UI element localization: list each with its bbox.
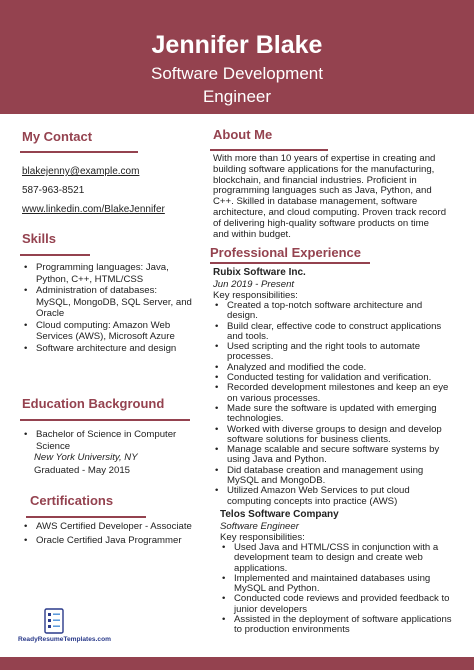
responsibility-item: • Manage scalable and secure software systems by using Java and Python. (213, 445, 453, 466)
left-column (0, 114, 198, 656)
responsibility-item: • Implemented and maintained databases using MySQL and Python. (220, 574, 454, 595)
phone-number: 587-963-8521 (22, 185, 85, 196)
job-period: Jun 2019 - Present (213, 279, 295, 290)
certification-item: • Oracle Certified Java Programmer (22, 534, 202, 548)
resume-header (0, 0, 474, 114)
job-title: Software Engineer (220, 521, 299, 532)
experience-heading: Professional Experience (210, 245, 362, 260)
education-details (22, 429, 194, 477)
responsibility-item: • Conducted code reviews and provided feedback to junior developers (220, 594, 454, 615)
candidate-role (0, 62, 474, 108)
skill-item: • Programming languages: Java, Python, C++, HTML/CSS (22, 262, 194, 285)
contact-details (22, 162, 165, 219)
linkedin-link[interactable]: www.linkedin.com/BlakeJennifer (22, 204, 165, 215)
certifications-list (22, 520, 202, 547)
role-line-1: Software Development (151, 64, 323, 83)
responsibility-item: • Worked with diverse groups to design and develop software solutions for business clients. (213, 425, 453, 446)
footer-bar (0, 657, 474, 670)
responsibility-item: • Assisted in the deployment of software applications to production environments (220, 615, 454, 636)
job-entry (213, 267, 453, 507)
site-logo[interactable] (18, 608, 138, 648)
skills-divider (20, 254, 90, 256)
responsibility-item: • Recorded development milestones and keep an eye on various processes. (213, 383, 453, 404)
responsibility-item: • Used scripting and the right tools to automate processes. (213, 342, 453, 363)
skill-item: • Cloud computing: Amazon Web Services (AWS), Microsoft Azure (22, 320, 194, 343)
role-line-2: Engineer (202, 87, 272, 106)
responsibility-item: • Made sure the software is updated with emerging technologies. (213, 404, 453, 425)
education-heading: Education Background (22, 396, 165, 411)
skill-item: • Administration of databases: MySQL, MongoDB, SQL Server, and Oracle (22, 285, 194, 320)
degree: • Bachelor of Science in Computer Science (22, 429, 194, 452)
responsibilities-list (213, 301, 453, 507)
contact-heading: My Contact (22, 129, 93, 144)
about-heading: About Me (213, 127, 273, 142)
logo-text: ReadyResumeTemplates.com (18, 636, 111, 643)
responsibilities-list (220, 543, 454, 636)
experience-divider (210, 262, 370, 264)
responsibility-item: • Created a top-notch software architecture and design. (213, 301, 453, 322)
email-link[interactable]: blakejenny@example.com (22, 166, 140, 177)
about-divider (210, 149, 328, 151)
graduation-date: Graduated - May 2015 (34, 464, 130, 476)
contact-divider (20, 151, 138, 153)
certifications-divider (26, 516, 146, 518)
responsibility-item: • Build clear, effective code to construct applications and tools. (213, 322, 453, 343)
responsibility-item: • Did database creation and management using MySQL and MongoDB. (213, 466, 453, 487)
skills-heading: Skills (22, 231, 56, 246)
responsibilities-label: Key responsibilities: (213, 290, 298, 301)
certification-item: • AWS Certified Developer - Associate (22, 520, 202, 534)
candidate-name: Jennifer Blake (151, 31, 323, 59)
certifications-heading: Certifications (30, 493, 114, 508)
company-name: Telos Software Company (220, 509, 339, 520)
school: New York University, NY (34, 452, 138, 463)
skills-list (22, 262, 194, 354)
responsibility-item: • Used Java and HTML/CSS in conjunction with a development team to design and create web applications. (220, 543, 454, 574)
skill-item: • Software architecture and design (22, 343, 194, 355)
company-name: Rubix Software Inc. (213, 267, 306, 278)
responsibility-item: • Analyzed and modified the code. (213, 363, 453, 373)
responsibilities-label: Key responsibilities: (220, 532, 305, 543)
resume-document-icon (44, 608, 64, 634)
about-text: With more than 10 years of expertise in creating and building software applications for the manufacturing, blockchain, and financial industries. Proficient in programming languages such as Java, Python, and C++. Skilled in database management, software architecture, and cloud computing. Proven track record of delivering high-quality software products on time and within budget. (213, 153, 447, 240)
responsibility-item: • Utilized Amazon Web Services to put cloud computing concepts into practice (AWS) (213, 486, 453, 507)
right-column (210, 114, 474, 656)
job-entry (220, 509, 454, 636)
education-divider (20, 419, 190, 421)
responsibility-item: • Conducted testing for validation and verification. (213, 373, 453, 383)
